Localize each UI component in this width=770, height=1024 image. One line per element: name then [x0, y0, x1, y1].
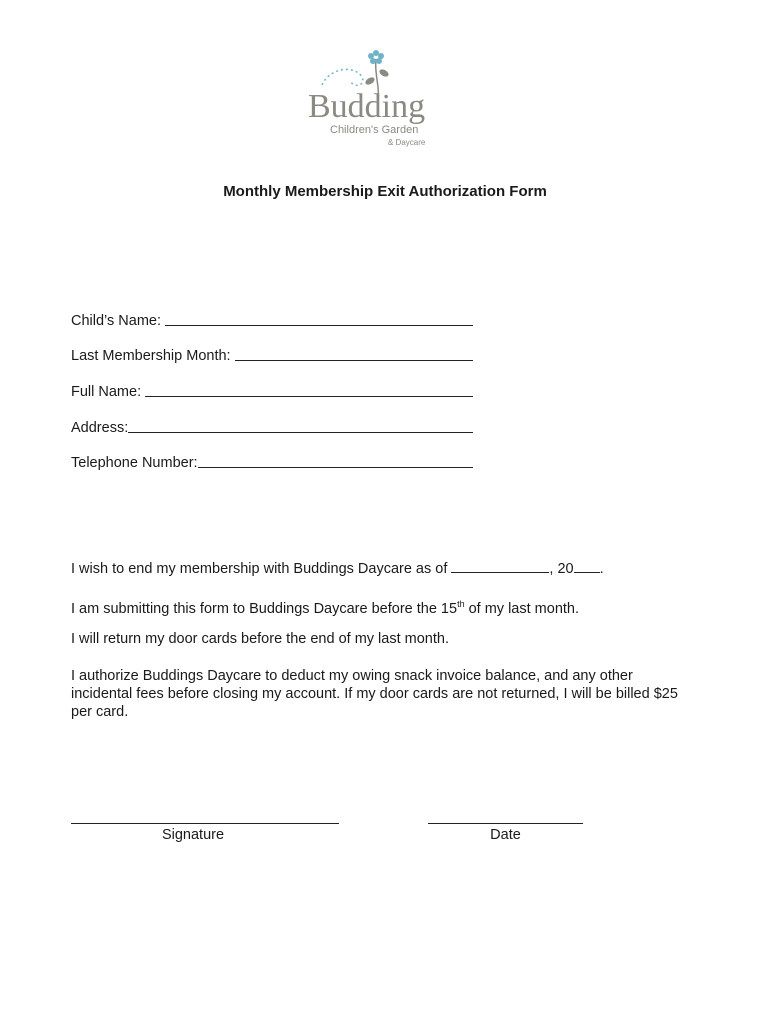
budding-logo — [300, 45, 450, 155]
end-membership-statement — [71, 560, 691, 578]
submit-statement — [71, 595, 691, 618]
signature-label: Signature — [161, 827, 225, 843]
telephone-field[interactable] — [71, 451, 473, 471]
address-input-line[interactable] — [128, 432, 473, 433]
signature-line[interactable] — [71, 823, 339, 824]
end-mid: , 20 — [549, 561, 574, 577]
logo-name: Budding — [308, 88, 426, 125]
submit-suffix: of my last month. — [464, 600, 580, 617]
end-suffix: . — [599, 561, 604, 577]
door-cards-statement: I will return my door cards before the end of my last month. — [71, 631, 449, 647]
end-prefix: I wish to end my membership with Buddings Daycare as of — [71, 561, 448, 577]
field-label: Telephone Number: — [71, 455, 198, 471]
field-label: Address: — [71, 420, 129, 436]
end-year-blank[interactable] — [574, 572, 600, 573]
submit-sup: th — [457, 599, 465, 609]
field-label: Full Name: — [71, 384, 142, 400]
authorize-statement: I authorize Buddings Daycare to deduct my owing snack invoice balance, and any other incidental fees before closing my account. If my door cards are not returned, I will be billed $25 per card. — [71, 668, 678, 720]
address-field[interactable] — [71, 416, 473, 436]
logo-subtitle: Children's Garden — [330, 124, 419, 136]
childs-name-field[interactable] — [71, 309, 473, 329]
submit-prefix: I am submitting this form to Buddings Daycare before the 15 — [71, 600, 458, 617]
field-label: Child’s Name: — [71, 313, 161, 329]
logo-graphic — [300, 45, 450, 155]
childs-name-input-line[interactable] — [165, 325, 473, 326]
date-label: Date — [490, 827, 521, 843]
full-name-field[interactable] — [71, 380, 473, 400]
field-label: Last Membership Month: — [71, 348, 231, 364]
telephone-input-line[interactable] — [198, 467, 473, 468]
logo-subtitle2: & Daycare — [388, 138, 426, 147]
date-line[interactable] — [428, 823, 583, 824]
last-membership-month-field[interactable] — [71, 344, 473, 364]
last-month-input-line[interactable] — [235, 360, 473, 361]
form-title: Monthly Membership Exit Authorization Form — [223, 183, 547, 200]
end-date-blank[interactable] — [451, 572, 549, 573]
full-name-input-line[interactable] — [145, 396, 473, 397]
